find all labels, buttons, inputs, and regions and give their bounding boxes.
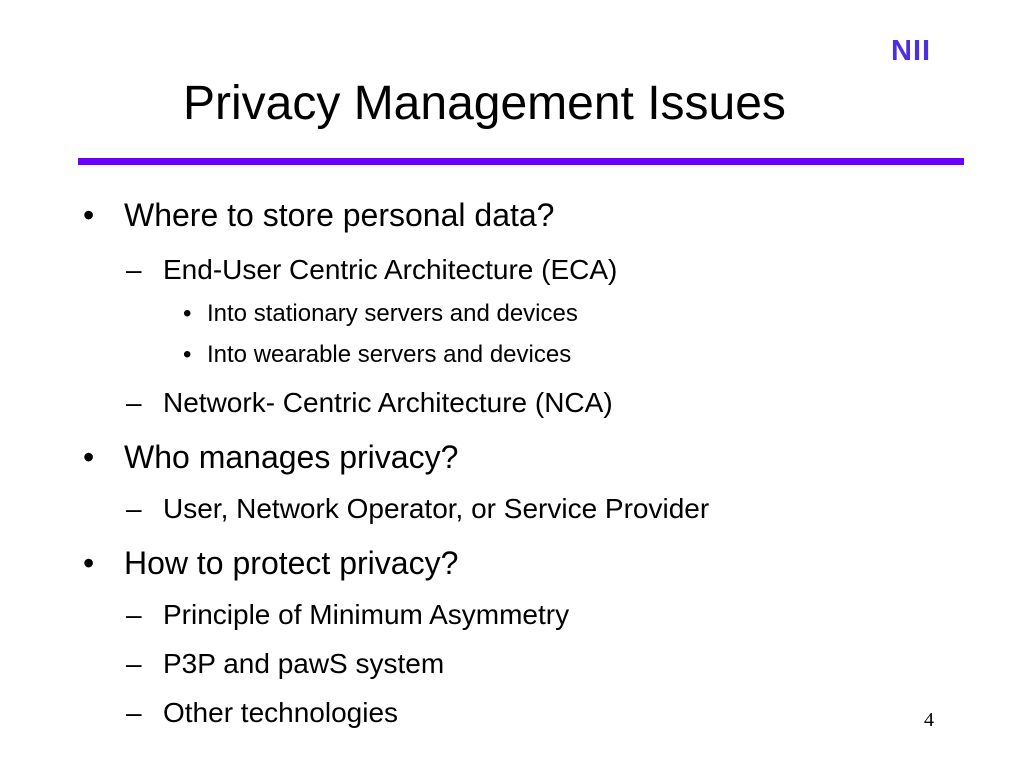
list-item: [183, 340, 571, 370]
dash-marker: –: [126, 387, 142, 418]
dash-marker: –: [126, 697, 142, 728]
bullet-marker: •: [183, 341, 192, 368]
list-item-text: Into stationary servers and devices: [207, 300, 578, 327]
list-item: [83, 543, 458, 583]
list-item: [126, 386, 613, 420]
bullet-marker: •: [83, 545, 95, 581]
list-item-text: End-User Centric Architecture (ECA): [163, 254, 618, 285]
list-item: [126, 492, 709, 526]
list-item: [126, 647, 444, 681]
list-item: [126, 598, 569, 632]
dash-marker: –: [126, 599, 142, 630]
list-item-text: User, Network Operator, or Service Provider: [163, 493, 710, 524]
slide-title: Privacy Management Issues: [183, 77, 786, 130]
list-item: [126, 253, 617, 287]
dash-marker: –: [126, 493, 142, 524]
nii-logo: NII: [891, 35, 932, 67]
list-item: [83, 437, 458, 477]
list-item-text: Who manages privacy?: [124, 439, 459, 475]
list-item-text: Where to store personal data?: [124, 197, 555, 233]
list-item: [126, 696, 398, 730]
dash-marker: –: [126, 648, 142, 679]
list-item-text: P3P and pawS system: [163, 648, 445, 679]
list-item-text: Into wearable servers and devices: [207, 341, 572, 368]
list-item-text: Principle of Minimum Asymmetry: [163, 599, 570, 630]
list-item-text: How to protect privacy?: [124, 545, 459, 581]
list-item-text: Network- Centric Architecture (NCA): [163, 387, 613, 418]
title-divider: [78, 158, 964, 165]
dash-marker: –: [126, 254, 142, 285]
list-item-text: Other technologies: [163, 697, 399, 728]
bullet-marker: •: [83, 197, 95, 233]
page-number: 4: [924, 709, 934, 731]
bullet-marker: •: [83, 439, 95, 475]
list-item: [183, 299, 578, 329]
bullet-marker: •: [183, 300, 192, 327]
list-item: [83, 195, 554, 235]
